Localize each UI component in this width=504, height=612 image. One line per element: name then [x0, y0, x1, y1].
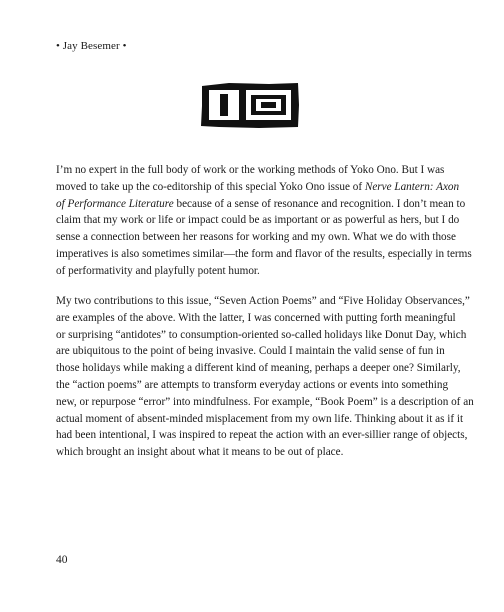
logo-vertical-bar [220, 94, 228, 116]
page-number: 40 [56, 554, 68, 566]
line-tail: because of a sense of resonance and recognition. I don’t mean to [173, 197, 466, 210]
paragraph-1: I’m no expert in the full body of work or the working methods of Yoko Ono. But I was moved to take up the co-editorship of this special Yoko Ono issue of Nerve Lantern: Axon of Performance Literature because of a sense of resonance and recognition. I don’t mean to claim that my work or life or impact could be as important or as powerful as hers, but I do sense a connection between her reasons for working and my own. What we do with those imperatives is also sometimes similar—the form and flavor of the results, especially in terms of performativity and playfully potent humor. [56, 164, 472, 277]
ink-stamp-logo-icon [199, 80, 301, 130]
paragraph-2: My two contributions to this issue, “Seven Action Poems” and “Five Holiday Observances,” are examples of the above. With the latter, I was concerned with putting forth meaningful or surprising “antidotes” to consumption-oriented so-called holidays like Donut Day, which are ubiquitous to the point of being invasive. Could I maintain the valid sense of fun in those holidays while making a different kind of meaning, perhaps a deeper one? Similarly, the “action poems” are attempts to transform everyday actions or events into something new, or repurpose “error” into mindfulness. For example, “Book Poem” is a description of an actual moment of absent-minded misplacement from my own life. Thinking about it as if it had been intentional, I was inspired to repeat the action with an ever-sillier range of objects, which brought an insight about what it means to be out of place. [56, 295, 474, 459]
journal-title-part1: Nerve Lantern: Axon [364, 180, 460, 193]
byline: • Jay Besemer • [56, 40, 127, 52]
journal-title-part2: of Performance Literature [56, 197, 174, 210]
